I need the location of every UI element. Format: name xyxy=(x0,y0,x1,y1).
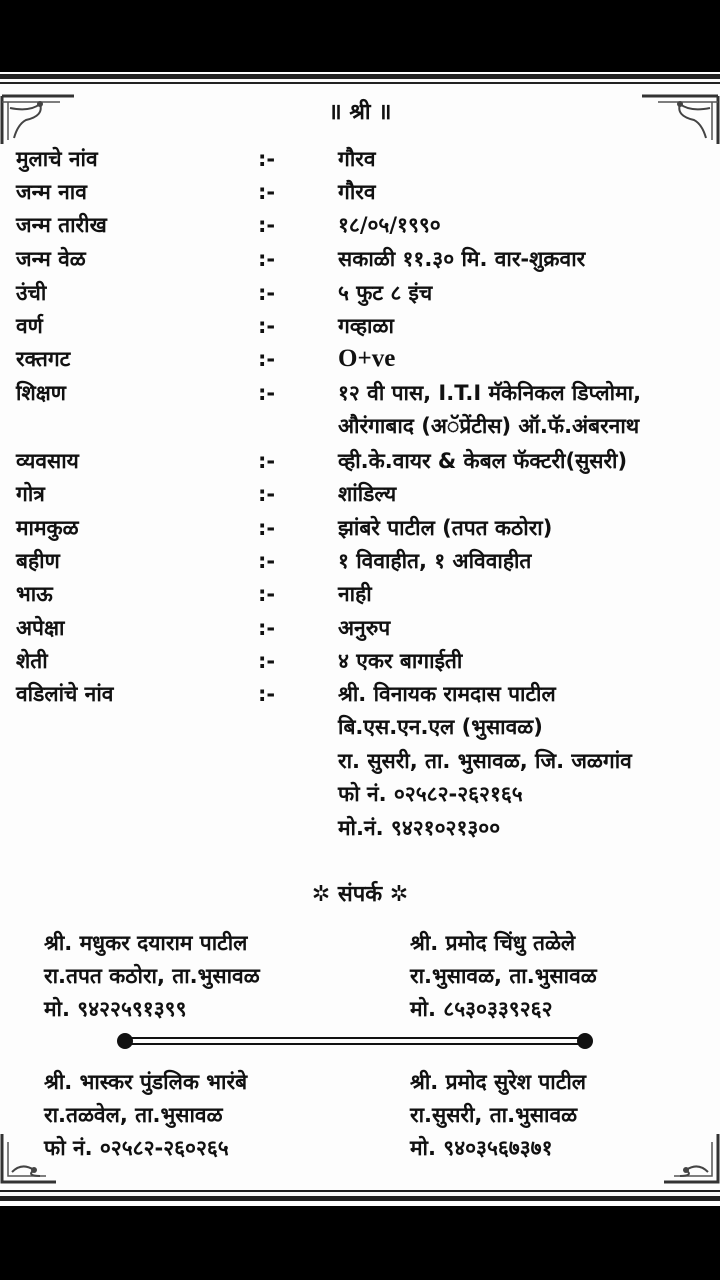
education-continuation: औरंगाबाद (अॅप्रेंटीस) ऑ.फॅ.अंबरनाथ xyxy=(338,414,640,438)
contact-card xyxy=(410,1066,586,1165)
row-label: भाऊ xyxy=(16,582,53,606)
row-separator: :- xyxy=(258,482,276,506)
row-separator: :- xyxy=(258,347,276,371)
row-separator: :- xyxy=(258,281,276,305)
contact-name: श्री. मधुकर दयाराम पाटील xyxy=(44,931,248,955)
row-label: मामकुळ xyxy=(16,516,79,540)
row-label: उंची xyxy=(16,281,47,305)
row-value: व्ही.के.वायर & केबल फॅक्टरी(सुसरी) xyxy=(338,449,628,473)
detail-row-brothers xyxy=(16,579,720,609)
row-label: वर्ण xyxy=(16,314,43,338)
row-separator: :- xyxy=(258,213,276,237)
row-separator: :- xyxy=(258,247,276,271)
contact-phone: मो. ९४०३५६७३७१ xyxy=(410,1136,553,1160)
corner-ornament-bottom-right-icon xyxy=(660,1132,720,1188)
row-value: गौरव xyxy=(338,147,376,171)
row-label: अपेक्षा xyxy=(16,616,65,640)
detail-row-birth-date xyxy=(16,210,720,240)
section-divider xyxy=(116,1030,594,1052)
row-separator: :- xyxy=(258,516,276,540)
detail-row-birth-time xyxy=(16,244,720,274)
row-label: व्यवसाय xyxy=(16,449,79,473)
contact-phone: मो. ८५३०३३९२६२ xyxy=(410,997,553,1021)
detail-row-blood-group xyxy=(16,344,720,374)
row-value: १८/०५/१९९० xyxy=(338,213,441,237)
row-value: ४ एकर बागाईती xyxy=(338,649,463,673)
row-label: बहीण xyxy=(16,549,60,573)
row-label: वडिलांचे नांव xyxy=(16,682,114,706)
row-value: १२ वी पास, I.T.I मॅकेनिकल डिप्लोमा, xyxy=(338,381,642,405)
father-address: रा. सुसरी, ता. भुसावळ, जि. जळगांव xyxy=(338,749,632,773)
detail-row-expectation xyxy=(16,613,720,643)
contact-name: श्री. प्रमोद चिंधु तळेले xyxy=(410,931,576,955)
row-separator: :- xyxy=(258,381,276,405)
row-separator: :- xyxy=(258,582,276,606)
detail-row-occupation xyxy=(16,446,720,476)
father-phone: फो नं. ०२५८२-२६२१६५ xyxy=(338,782,523,806)
detail-row-farm xyxy=(16,646,720,676)
page-title: ॥ श्री ॥ xyxy=(328,100,392,125)
contact-address: रा.तपत कठोरा, ता.भुसावळ xyxy=(44,964,260,988)
top-border-thick xyxy=(0,74,720,79)
row-separator: :- xyxy=(258,549,276,573)
detail-row-complexion xyxy=(16,311,720,341)
row-value: अनुरुप xyxy=(338,616,391,640)
row-value: सकाळी ११.३० मि. वार-शुक्रवार xyxy=(338,247,586,271)
contact-name: श्री. भास्कर पुंडलिक भारंबे xyxy=(44,1070,248,1094)
row-label: मुलाचे नांव xyxy=(16,147,98,171)
row-value: O+ve xyxy=(338,345,396,372)
contact-card xyxy=(44,927,260,1026)
contact-card xyxy=(410,927,597,1026)
detail-row-height xyxy=(16,278,720,308)
row-separator: :- xyxy=(258,616,276,640)
contact-phone: फो नं. ०२५८२-२६०२६५ xyxy=(44,1136,229,1160)
biodata-card xyxy=(0,72,720,1206)
contact-name: श्री. प्रमोद सुरेश पाटील xyxy=(410,1070,587,1094)
row-value: शांडिल्य xyxy=(338,482,397,506)
row-label: रक्तगट xyxy=(16,347,71,371)
father-mobile: मो.नं. ९४२१०२१३०० xyxy=(338,816,501,840)
detail-row-education xyxy=(16,378,720,408)
row-label: जन्म तारीख xyxy=(16,213,107,237)
row-separator: :- xyxy=(258,314,276,338)
row-label: शेती xyxy=(16,649,48,673)
row-value: श्री. विनायक रामदास पाटील xyxy=(338,682,556,706)
contact-address: रा.तळवेल, ता.भुसावळ xyxy=(44,1103,223,1127)
contact-card xyxy=(44,1066,247,1165)
detail-row-father-name xyxy=(16,679,720,709)
row-label: जन्म नाव xyxy=(16,180,87,204)
top-border-thin xyxy=(0,82,720,84)
row-value: नाही xyxy=(338,582,372,606)
row-value: गव्हाळा xyxy=(338,314,394,338)
row-label: गोत्र xyxy=(16,482,45,506)
detail-row-birth-name xyxy=(16,177,720,207)
contact-phone: मो. ९४२२५९१३९९ xyxy=(44,997,187,1021)
detail-row-gotra xyxy=(16,479,720,509)
row-value: झांबरे पाटील (तपत कठोरा) xyxy=(338,516,553,540)
detail-row-boy-name xyxy=(16,144,720,174)
row-separator: :- xyxy=(258,147,276,171)
row-separator: :- xyxy=(258,449,276,473)
row-value: ५ फुट ८ इंच xyxy=(338,281,433,305)
detail-row-maternal-clan xyxy=(16,513,720,543)
row-value: १ विवाहीत, १ अविवाहीत xyxy=(338,549,532,573)
row-label: शिक्षण xyxy=(16,381,66,405)
row-label: जन्म वेळ xyxy=(16,247,86,271)
detail-row-sisters xyxy=(16,546,720,576)
contact-heading: ✲ संपर्क ✲ xyxy=(311,882,409,907)
row-value: गौरव xyxy=(338,180,376,204)
bottom-border-thin xyxy=(0,1190,720,1192)
row-separator: :- xyxy=(258,682,276,706)
contact-address: रा.सुसरी, ता.भुसावळ xyxy=(410,1103,578,1127)
row-separator: :- xyxy=(258,180,276,204)
contact-address: रा.भुसावळ, ता.भुसावळ xyxy=(410,964,597,988)
father-employer: बि.एस.एन.एल (भुसावळ) xyxy=(338,715,543,739)
bottom-border-thick xyxy=(0,1196,720,1201)
row-separator: :- xyxy=(258,649,276,673)
